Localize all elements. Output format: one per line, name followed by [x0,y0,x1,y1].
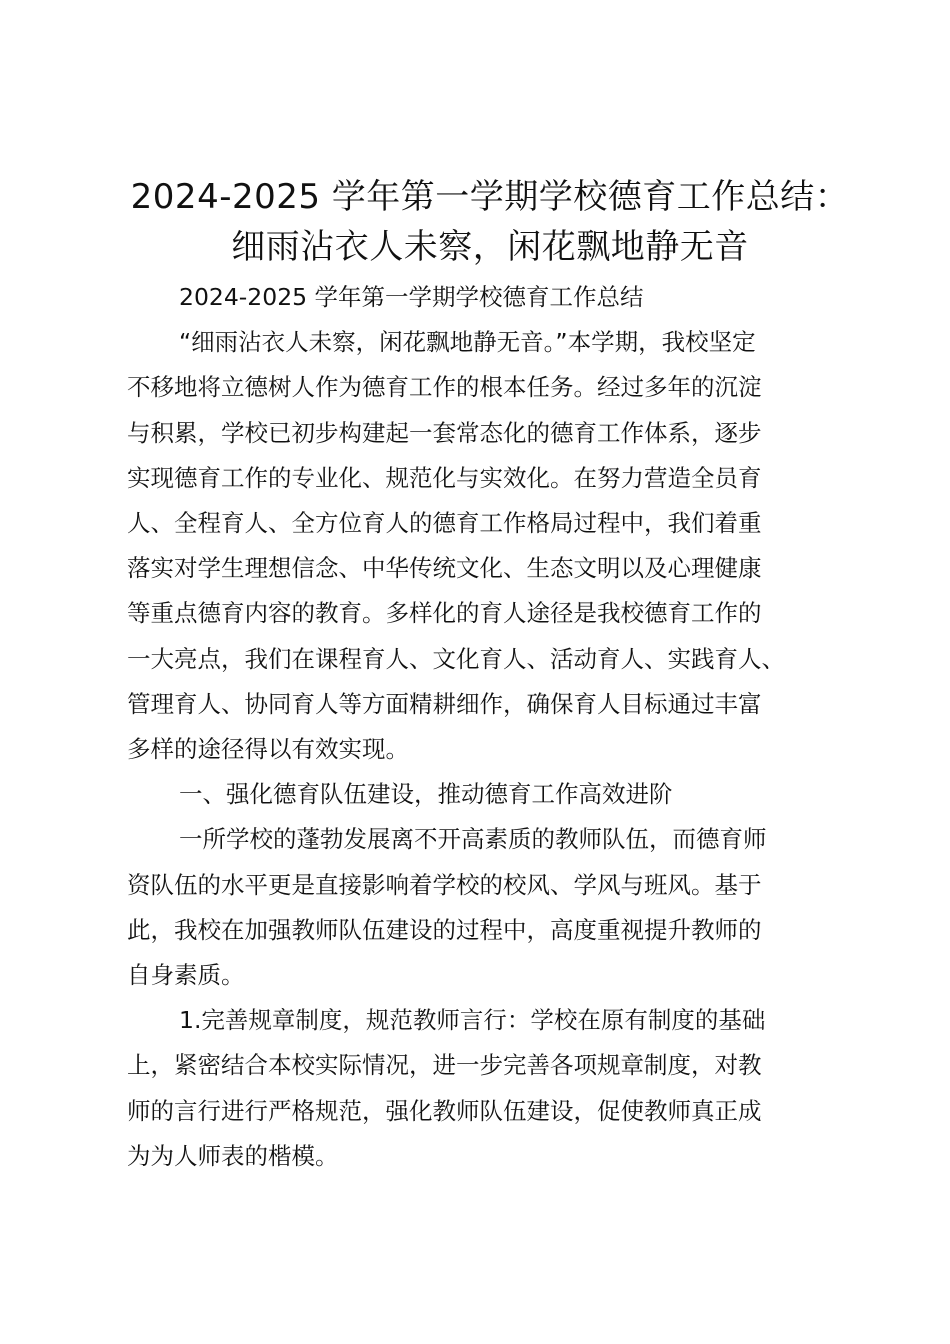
paragraph-line: 管理育人、协同育人等方面精耕细作，确保育人目标通过丰富 [127,689,762,718]
paragraph-line: 资队伍的水平更是直接影响着学校的校风、学风与班风。基于 [127,870,762,899]
paragraph-line: 不移地将立德树人作为德育工作的根本任务。经过多年的沉淀 [127,373,762,402]
title-line-1: 2024-2025 学年第一学期学校德育工作总结： [130,177,850,217]
paragraph-line: 实现德育工作的专业化、规范化与实效化。在努力营造全员育 [127,463,762,492]
title-line-2: 细雨沾衣人未察，闲花飘地静无音 [231,227,749,267]
paragraph-line: “细雨沾衣人未察，闲花飘地静无音。”本学期，我校坚定 [179,328,756,357]
paragraph-line: 一所学校的蓬勃发展离不开高素质的教师队伍，而德育师 [179,825,767,854]
paragraph-line: 师的言行进行严格规范，强化教师队伍建设，促使教师真正成 [127,1096,762,1125]
paragraph-line: 1.完善规章制度，规范教师言行：学校在原有制度的基础 [179,1006,766,1035]
section-heading-line: 一、强化德育队伍建设，推动德育工作高效进阶 [179,780,673,809]
paragraph-line: 自身素质。 [127,961,245,990]
paragraph-line: 等重点德育内容的教育。多样化的育人途径是我校德育工作的 [127,599,762,628]
document-title [100,172,880,272]
numbered-paragraph [127,998,847,1179]
section-paragraph [127,817,847,998]
paragraph-line: 多样的途径得以有效实现。 [127,735,409,764]
paragraph-line: 上，紧密结合本校实际情况，进一步完善各项规章制度，对教 [127,1051,762,1080]
paragraph-line: 人、全程育人、全方位育人的德育工作格局过程中，我们着重 [127,509,762,538]
paragraph-line: 一大亮点，我们在课程育人、文化育人、活动育人、实践育人、 [127,644,785,673]
paragraph-line: 为为人师表的楷模。 [127,1141,339,1170]
paragraph-line: 此，我校在加强教师队伍建设的过程中，高度重视提升教师的 [127,915,762,944]
section-heading [127,772,847,817]
intro-paragraph [127,320,847,772]
paragraph-line: 2024-2025 学年第一学期学校德育工作总结 [179,283,644,311]
paragraph-line: 与积累，学校已初步构建起一套常态化的德育工作体系，逐步 [127,418,762,447]
paragraph-line: 落实对学生理想信念、中华传统文化、生态文明以及心理健康 [127,554,762,583]
document-body [127,275,847,1179]
subtitle-paragraph [127,275,847,320]
